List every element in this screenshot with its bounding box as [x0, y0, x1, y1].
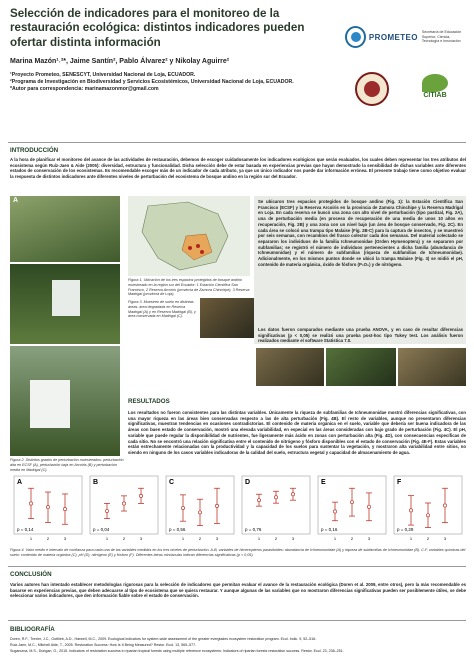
- section-bibliografia: BIBLIOGRAFÍA: [10, 626, 55, 633]
- photo-3d: [398, 348, 466, 386]
- logos-area: [345, 22, 467, 132]
- mean-point: [409, 509, 412, 512]
- mean-point: [122, 502, 125, 505]
- section-introduccion: INTRODUCCIÓN: [10, 147, 59, 154]
- chart-panel-label: F: [397, 479, 402, 486]
- p-value-label: p = 0,56: [169, 527, 186, 532]
- p-value-label: p = 0,04: [93, 527, 110, 532]
- leaf-icon: [422, 74, 448, 92]
- p-value-label: p = 0,16: [321, 527, 338, 532]
- mean-point: [367, 505, 370, 508]
- divider: [8, 566, 466, 567]
- chart-panel-e: [318, 476, 386, 541]
- mean-point: [63, 508, 66, 511]
- mean-point: [333, 510, 336, 513]
- mean-point: [139, 494, 142, 497]
- results-text: Los resultados no fueron consistentes para las distintas variables. Únicamente la riqueza de subfamilias de Ichneumonidae mostró diferencias significativas, con una mayor riqueza en las áreas bien conservadas respecto a las de alta perturbación (Fig. 4B). El resto de variables, aunque no presentaron diferencias significativas, muestran tendencias en ocasiones contradictorias. El contenido de materia orgánica en el suelo, variable que debería ser buena indicadora de las áreas con buen estado de conservación, mostró una elevada variabilidad, en especial en las áreas consideradas con bajo grado de perturbación (Fig. 4C). El pH, variable que puede regular la disponibilidad de nutrientes, fue ligeramente más ácido en zonas con perturbación alta (Fig. 4D), con consecuencias específicas de cada sitio. No se encontró una relación significativa entre el contenido de nitrógeno y fósforo disponibles con el estado de conservación (Fig. 4E-F). Estas variables están estrechamente relacionadas con la productividad y la capacidad de los suelos para sustentar la vegetación, y mostraron alta variabilidad entre sitios, no siendo en ninguno de los casos variables indicadoras de la calidad del suelo, estructura vegetal y capacidad de almacenamiento de agua.: [128, 410, 466, 455]
- affiliation-1: ¹Proyecto Prometeo, SENESCYT, Universidad Nacional de Loja, ECUADOR.: [10, 72, 196, 78]
- authors-line: Marina Mazón¹˒²*, Jaime Santín², Pablo Álvarez² y Nikolay Aguirre²: [10, 58, 230, 65]
- citiab-logo: [415, 74, 455, 110]
- methods-text: Se ubicaron tres espacios protegidos de bosque andino (Fig. 1): la Estación Científica San Francisco (ECSF) y la Reserva Arcoiris en la provincia de Zamora Chinchipe y la Reserva Madrigal en Loja. En cada reserva se buscó una zona con alto nivel de perturbación (tipo pastizal, Fig. 2A), una de perturbación media (en proceso de recuperación de una media de unos 10 años en recuperación, Fig. 2B) y una zona con un nivel bajo (un área de bosque conservado, Fig. 2C). En cada área se colocó una trampa tipo Malaise (Fig. 2B-C) para la captura de insectos, y se muestreó por seis semanas, con recambios del frasco colector cada dos semanas. Del material colectado se separaron los individuos de la familia Ichneumonidae (Orden Hymenoptera) y se separaron por subfamilias; se registró el número de individuos pertenecientes a dicha familia (abundancia de Ichneumonidae) y el número de subfamilias (riqueza de subfamilias de Ichneumonidae). Adicionalmente, en los mismos puntos donde se ubicó la trampa Malaise (Fig. 3) se midió el pH, contenido de materia orgánica, óxido de fósforo (P₂O₅) y de nitrógeno.: [258, 199, 463, 267]
- fig3-caption: Figura 3. Muestreo de suelo en distintas áreas: área degradada en Reserva Madrigal (A) y en Reserva Madrigal (B), y área conservada en Madrigal (C).: [128, 300, 196, 319]
- malaise-trap-b: [52, 280, 80, 316]
- tick-label: 1: [257, 536, 261, 541]
- tick-label: 2: [198, 536, 202, 541]
- chart-panel-f: [394, 476, 462, 541]
- tick-label: 3: [367, 536, 371, 541]
- mean-point: [46, 506, 49, 509]
- divider: [8, 620, 466, 621]
- mean-point: [274, 496, 277, 499]
- mean-point: [350, 501, 353, 504]
- intro-text: A la hora de planificar el monitoreo del avance de las actividades de restauración, debemos de escoger cuidadosamente los indicadores ecológicos que serán evaluados, los cuales deben representar los tres atributos del ecosistema según Ruiz-Jaen & Aide (2005): diversidad, estructura y funcionalidad. Dicha selección debe de estar basada en experiencias previas que hayan demostrado la sensibilidad de dichas variables ante diferentes estados de conservación de los ecosistemas. Es recomendable escoger más de un indicador de cada atributo, ya que un único indicador nos puede dar información errónea. El presente trabajo tiene como objetivo evaluar la respuesta de distintos indicadores ante diferentes niveles de perturbación del ecosistema de bosque andino en la región sur del Ecuador.: [10, 157, 466, 180]
- mean-point: [105, 509, 108, 512]
- mean-point: [29, 502, 32, 505]
- map-graphic: [128, 196, 250, 276]
- chart-panel-c: [166, 476, 234, 541]
- tick-label: 1: [29, 536, 33, 541]
- fig1-caption: Figura 1. Ubicación de los tres espacios protegidos de bosque andino muestreado en la región sur del Ecuador: 1 Estación Científica San Francisco, 2 Reserva Arcoiris (provincia de Zamora Chinchipe), 3 Reserva Madrigal (provincia de Loja).: [128, 278, 250, 297]
- prometeo-mark-icon: [345, 26, 366, 48]
- p-value-label: p = 0,76: [245, 527, 262, 532]
- divider: [8, 142, 466, 143]
- tick-label: 3: [215, 536, 219, 541]
- tick-label: 2: [350, 536, 354, 541]
- tick-label: 2: [122, 536, 126, 541]
- map-ecuador: [128, 196, 250, 276]
- reference-item: Ruiz-Jaen, M.C., Mitchell Aide, T., 2005. Restoration Success: How Is It Being Measured? Restor. Ecol. 13, 569–577.: [10, 642, 197, 647]
- chart-panel-label: E: [321, 479, 326, 486]
- section-conclusion: CONCLUSIÓN: [10, 571, 52, 578]
- affiliation-2: ²Programa de Investigación en Biodiversidad y Servicios Ecosistémicos, Universidad Nacional de Loja, ECUADOR.: [10, 78, 294, 85]
- photo-3a: [200, 298, 254, 338]
- mean-point: [257, 499, 260, 502]
- tick-label: 3: [443, 536, 447, 541]
- mean-point: [291, 493, 294, 496]
- senescyt-logo-text: Secretaría de Educación Superior, Ciencia, Tecnología e Innovación: [421, 30, 462, 44]
- mean-point: [181, 506, 184, 509]
- tick-label: 1: [409, 536, 413, 541]
- tick-label: 1: [105, 536, 109, 541]
- poster-title: Selección de indicadores para el monitoreo de la restauración ecológica: distintos indicadores pueden ofertar distinta información: [10, 7, 305, 49]
- photo-3b: [256, 348, 324, 386]
- citiab-wordmark: CITIAB: [423, 92, 447, 99]
- affiliations: [10, 72, 340, 92]
- methods-stats-text: Los datos fueron comparados mediante una prueba ANOVA, y en caso de resultar diferencias significativas (p < 0,05) se realizó una prueba post-hoc tipo Tukey test. Los análisis fueron realizados mediante el software Statistica 7.0.: [258, 327, 463, 344]
- section-resultados: RESULTADOS: [128, 398, 170, 405]
- prometeo-logo: [345, 22, 467, 52]
- reference-item: Doren, R.F., Trexler, J.C., Gottlieb, A.D., Harwell, M.C., 2009. Ecological indicators for system-wide assessment of the greater everglades ecosystem restoration program. Ecol. Indic. 9, 52–516.: [10, 637, 317, 641]
- chart-panel-label: A: [17, 479, 23, 486]
- p-value-label: p = 0,29: [397, 527, 414, 532]
- p-value-label: p = 0,14: [17, 527, 34, 532]
- chart-panel-label: D: [245, 479, 251, 486]
- mean-point: [215, 504, 218, 507]
- tick-label: 2: [274, 536, 278, 541]
- chart-panel-label: B: [93, 479, 99, 486]
- chart-panel-a: [14, 476, 82, 541]
- mean-point: [198, 511, 201, 514]
- photo-3c: [326, 348, 396, 386]
- tick-label: 1: [181, 536, 185, 541]
- tick-label: 1: [333, 536, 337, 541]
- corresponding-author: *Autor para correspondencia: marinamazonmor@gmail.com: [10, 85, 159, 92]
- mean-point: [426, 514, 429, 517]
- chart-panel-label: C: [169, 479, 175, 486]
- bibliography-list: [10, 637, 466, 655]
- photo-2a: [10, 196, 120, 262]
- fig4-charts: [10, 470, 466, 546]
- tick-label: 3: [139, 536, 143, 541]
- photo-2a-label: A: [13, 197, 19, 204]
- mean-point: [443, 504, 446, 507]
- tick-label: 2: [46, 536, 50, 541]
- prometeo-wordmark: PROMETEO: [368, 32, 418, 42]
- chart-panel-b: [90, 476, 158, 541]
- malaise-trap-c: [30, 380, 70, 428]
- fig2-caption: Figura 2. Distintos grados de perturbación muestreados: perturbación alta en ECSF (A), perturbación baja en Arcoiris (B) y perturbación media en Madrigal (C).: [10, 458, 124, 472]
- tick-label: 2: [426, 536, 430, 541]
- university-seal-icon: [355, 72, 389, 106]
- conclusion-text: Varios autores han intentado establecer metodologías rigurosas para la selección de indicadores que permitan evaluar el avance de la restauración ecológica (Doren et al. 2009, entre otros), pero la más recomendable es basarse en experiencias previas, que deben adecuarse al tipo de ecosistema que se quiera restaurar. Y aunque algunas de las variables que no mostraron diferencias significativas pueden ser posiblemente útiles, se debe seleccionar varios indicadores, que den información fiable sobre el estado de conservación.: [10, 582, 466, 599]
- fig4-caption: Figura 4. Valor medio e intervalo de confianza para cada una de las variables medidas en los tres niveles de perturbación. A-B, variables de himenópteros parasitoides: abundancia de Ichneumonidae (A) y riqueza de subfamilias de Ichneumonidae (B). C-F, variables químicas del suelo: contenido de materia orgánica (C), pH (D), nitrógeno (E) y fósforo (F). Diferentes letras minúsculas indican diferencias significativas (p < 0,05).: [10, 548, 466, 557]
- tick-label: 3: [291, 536, 295, 541]
- chart-panel-d: [242, 476, 310, 541]
- tick-label: 3: [63, 536, 67, 541]
- reference-item: Suganuma, M.S., Durigan, G., 2015. Indicators of restoration success in riparian tropical forests using multiple reference ecosystems: Indicators of riparian forests restoration success. Restor. Ecol. 23, 238–251.: [10, 648, 344, 653]
- chart-frame: [242, 476, 310, 534]
